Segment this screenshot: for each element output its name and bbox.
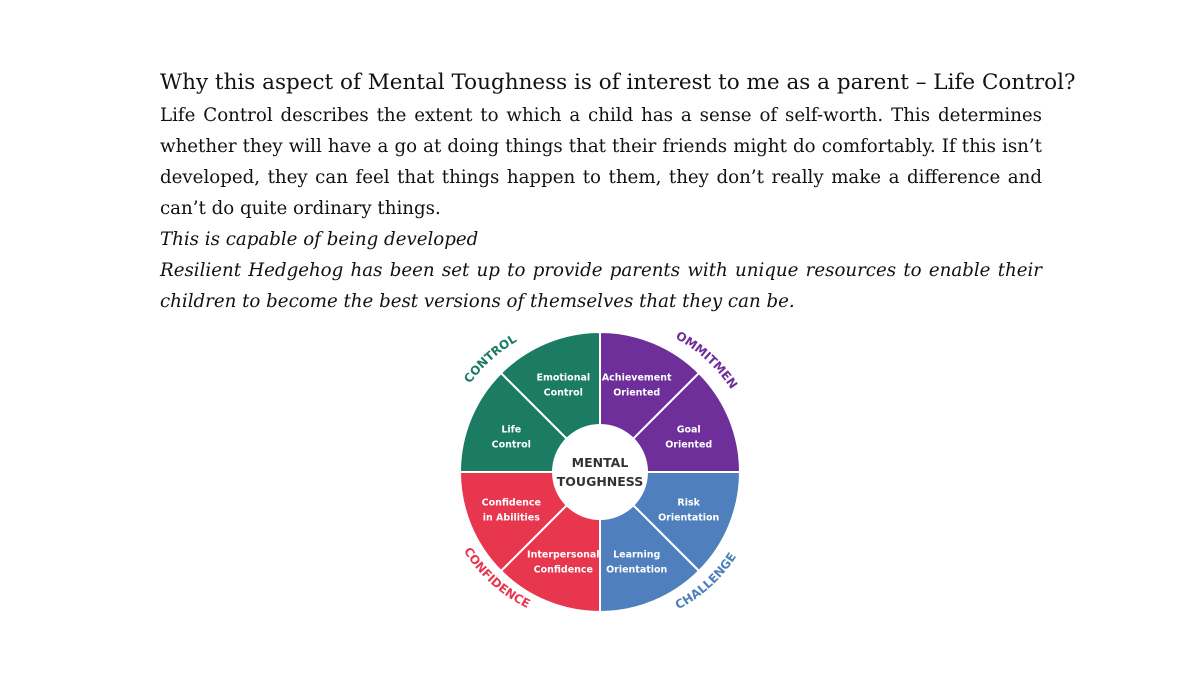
segment-label-emotional-control-line1: Emotional (536, 372, 591, 384)
center-circle (552, 424, 648, 520)
mental-toughness-wheel (440, 322, 760, 622)
center-label-toughness: TOUGHNESS (556, 474, 644, 489)
intro-paragraph: Life Control describes the extent to which a child has a sense of self-worth. This determines whether they will have a go at doing things that their friends might do comfortably. If this isn’t developed, they can feel that things happen to them, they don’t really make a difference and can’t do quite ordinary things. (160, 105, 1042, 219)
segment-label-life-control-line1: Life (501, 424, 522, 436)
segment-label-risk-orientation-line2: Orientation (658, 512, 720, 524)
quadrant-label-commitment: OMMITMEN (673, 328, 741, 392)
segment-label-achievement-oriented-line1: Achievement (601, 372, 672, 384)
segment-label-interpersonal-confidence-line2: Confidence (533, 564, 593, 576)
segment-label-learning-orientation-line1: Learning (613, 549, 661, 561)
segment-label-interpersonal-confidence-line1: Interpersonal (527, 549, 600, 561)
quadrant-label-challenge: CHALLENGE (672, 550, 740, 613)
quadrant-label-control: CONTROL (461, 331, 519, 386)
page-heading: Why this aspect of Mental Toughness is of interest to me as a parent – Life Control? (160, 70, 1076, 95)
italic-line-developed: This is capable of being developed (160, 229, 479, 250)
segment-label-goal-oriented-line1: Goal (676, 424, 701, 436)
center-label-mental: MENTAL (571, 455, 629, 470)
segment-label-goal-oriented-line2: Oriented (665, 439, 713, 451)
segment-label-confidence-in-abilities-line1: Confidence (481, 497, 541, 509)
segment-label-life-control-line2: Control (491, 439, 531, 451)
segment-label-risk-orientation-line1: Risk (677, 497, 700, 509)
mental-toughness-wheel-svg (440, 322, 760, 622)
segment-label-confidence-in-abilities-line2: in Abilities (482, 512, 540, 524)
segment-label-learning-orientation-line2: Orientation (606, 564, 668, 576)
text-block (160, 66, 1076, 317)
segment-label-achievement-oriented-line2: Oriented (613, 387, 661, 399)
quadrant-label-confidence: CONFIDENCE (461, 544, 533, 611)
segment-label-emotional-control-line2: Control (543, 387, 583, 399)
italic-line-resilient-hedgehog: Resilient Hedgehog has been set up to provide parents with unique resources to enable their children to become the best versions of themselves that they can be. (160, 260, 1042, 312)
